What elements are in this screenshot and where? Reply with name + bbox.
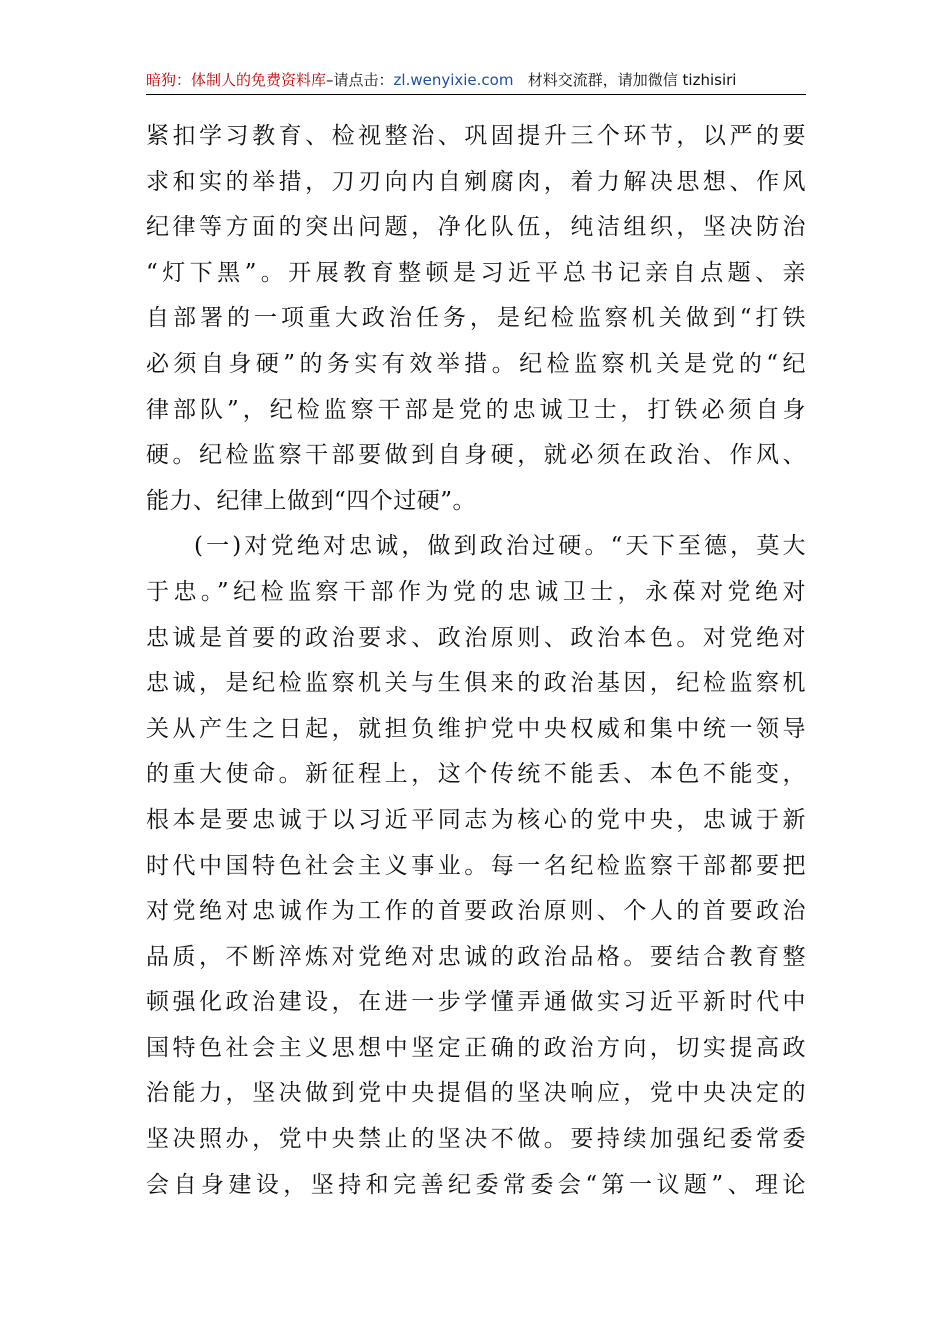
text-line: 的重大使命。新征程上，这个传统不能丢、本色不能变，: [146, 761, 806, 788]
text-line: 对党绝对忠诚作为工作的首要政治原则、个人的首要政治: [146, 898, 806, 925]
text-line: 律部队”，纪检监察干部是党的忠诚卫士，打铁必须自身: [146, 396, 806, 423]
text-line: 忠诚是首要的政治要求、政治原则、政治本色。对党绝对: [146, 624, 806, 651]
text-line: 根本是要忠诚于以习近平同志为核心的党中央，忠诚于新: [146, 806, 806, 833]
header-click-prefix: –请点击：: [326, 71, 394, 89]
header-url-link[interactable]: zl.wenyixie.com: [393, 71, 514, 89]
text-line: 纪律等方面的突出问题，净化队伍，纯洁组织，坚决防治: [146, 214, 806, 241]
header-group-text: 材料交流群，请加微信 tizhisiri: [527, 71, 737, 89]
text-line: 忠诚，是纪检监察机关与生俱来的政治基因，纪检监察机: [146, 670, 806, 697]
text-line: 顿强化政治建设，在进一步学懂弄通做实习近平新时代中: [146, 989, 806, 1016]
text-line: 能力、纪律上做到“四个过硬”。: [146, 487, 477, 514]
text-line: 自部署的一项重大政治任务，是纪检监察机关做到“打铁: [146, 305, 806, 332]
page-header: [146, 66, 806, 95]
text-line: 求和实的举措，刀刃向内自剜腐肉，着力解决思想、作风: [146, 168, 806, 195]
text-line: “灯下黑”。开展教育整顿是习近平总书记亲自点题、亲: [146, 259, 806, 286]
text-line: 会自身建设，坚持和完善纪委常委会“第一议题”、理论: [146, 1171, 806, 1198]
text-line: 硬。纪检监察干部要做到自身硬，就必须在政治、作风、: [146, 442, 806, 469]
text-line: 于忠。”纪检监察干部作为党的忠诚卫士，永葆对党绝对: [146, 578, 806, 605]
text-line: 品质，不断淬炼对党绝对忠诚的政治品格。要结合教育整: [146, 943, 806, 970]
text-line: 必须自身硬”的务实有效举措。纪检监察机关是党的“纪: [146, 350, 806, 377]
text-line: 关从产生之日起，就担负维护党中央权威和集中统一领导: [146, 715, 806, 742]
text-line: 国特色社会主义思想中坚定正确的政治方向，切实提高政: [146, 1034, 806, 1061]
text-line: 治能力，坚决做到党中央提倡的坚决响应，党中央决定的: [146, 1080, 806, 1107]
section-heading-line: (一)对党绝对忠诚，做到政治过硬。“天下至德，莫大: [194, 533, 806, 560]
text-line: 时代中国特色社会主义事业。每一名纪检监察干部都要把: [146, 852, 806, 879]
text-line: 坚决照办，党中央禁止的坚决不做。要持续加强纪委常委: [146, 1126, 806, 1153]
document-body: [146, 114, 806, 1208]
header-brand: 暗狗：体制人的免费资料库: [146, 71, 327, 89]
text-line: 紧扣学习教育、检视整治、巩固提升三个环节，以严的要: [146, 123, 806, 149]
